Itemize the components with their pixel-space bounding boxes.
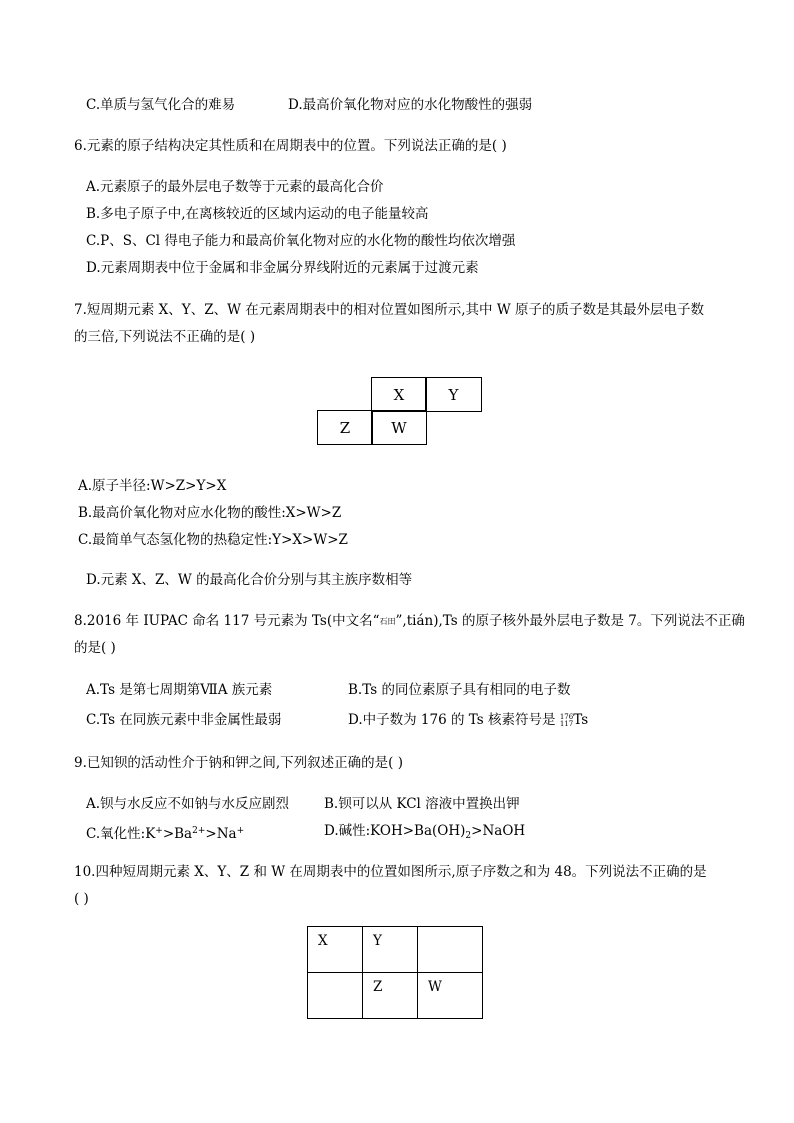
q10-stem-line2: ( ) xyxy=(74,891,89,907)
q5-option-d: D.最高价氧化物对应的水化物酸性的强弱 xyxy=(288,97,533,113)
q7-option-a: A.原子半径:W>Z>Y>X xyxy=(78,478,227,494)
q9-option-b: B.钡可以从 KCl 溶液中置换出钾 xyxy=(324,796,520,812)
q7-cell-z: Z xyxy=(317,410,373,445)
q7-stem-line2: 的三倍,下列说法不正确的是( ) xyxy=(74,329,256,345)
q7-cell-y: Y xyxy=(425,377,482,412)
q10-cell: Z xyxy=(363,973,418,1019)
q10-cell xyxy=(308,973,363,1019)
q10-stem-line1: 10.四种短周期元素 X、Y、Z 和 W 在周期表中的位置如图所示,原子序数之和为 48。下列说法不正确的是 xyxy=(74,864,707,880)
q9-option-c: C.氧化性$:K^+>Ba^{2+}>Na^+$ xyxy=(86,826,245,842)
q6-option-a: A.元素原子的最外层电子数等于元素的最高化合价 xyxy=(86,179,384,195)
q7-cell-x: X xyxy=(371,377,427,412)
q10-cell: X xyxy=(308,927,363,973)
q10-cell: W xyxy=(418,973,483,1019)
q7-cell-w: W xyxy=(371,410,427,445)
q7-option-b: B.最高价氧化物对应水化物的酸性:X>W>Z xyxy=(78,505,342,521)
q10-periodic-table xyxy=(307,926,483,1019)
q7-option-c: C.最简单气态氢化物的热稳定性:Y>X>W>Z xyxy=(78,532,348,548)
q9-stem: 9.已知钡的活动性介于钠和钾之间,下列叙述正确的是( ) xyxy=(74,755,403,771)
nuclide-numbers: 176 117 xyxy=(559,712,574,728)
q10-cell: Y xyxy=(363,927,418,973)
q7-option-d: D.元素 X、Z、W 的最高化合价分别与其主族序数相等 xyxy=(86,572,413,588)
q7-stem-line1: 7.短周期元素 X、Y、Z、W 在元素周期表中的相对位置如图所示,其中 W 原子的质子数是其最外层电子数 xyxy=(74,302,704,318)
q8-option-d: D.中子数为 176 的 Ts 核素符号是 176 117 Ts xyxy=(348,712,589,728)
q8-stem-line1: 8.2016 年 IUPAC 命名 117 号元素为 Ts(中文名“石田”,tián),Ts 的原子核外最外层电子数是 7。下列说法不正确 xyxy=(74,613,745,629)
q9-option-d: D.碱性$:KOH>Ba(OH)_2>NaOH$ xyxy=(324,823,526,841)
q8-stem-line2: 的是( ) xyxy=(74,640,116,656)
q8-option-c: C.Ts 在同族元素中非金属性最弱 xyxy=(86,712,282,728)
q6-option-b: B.多电子原子中,在离核较近的区域内运动的电子能量较高 xyxy=(86,206,429,222)
q8-option-b: B.Ts 的同位素原子具有相同的电子数 xyxy=(348,682,571,698)
q9-option-a: A.钡与水反应不如钠与水反应剧烈 xyxy=(86,796,290,812)
tian-glyph: 石田 xyxy=(379,616,396,626)
q6-option-c: C.P、S、Cl 得电子能力和最高价氧化物对应的水化物的酸性均依次增强 xyxy=(86,233,516,249)
q8-option-a: A.Ts 是第七周期第ⅦA 族元素 xyxy=(86,682,273,698)
q5-option-c: C.单质与氢气化合的难易 xyxy=(86,97,236,113)
q6-option-d: D.元素周期表中位于金属和非金属分界线附近的元素属于过渡元素 xyxy=(86,260,479,276)
q10-cell xyxy=(418,927,483,973)
q6-stem: 6.元素的原子结构决定其性质和在周期表中的位置。下列说法正确的是( ) xyxy=(74,138,507,154)
